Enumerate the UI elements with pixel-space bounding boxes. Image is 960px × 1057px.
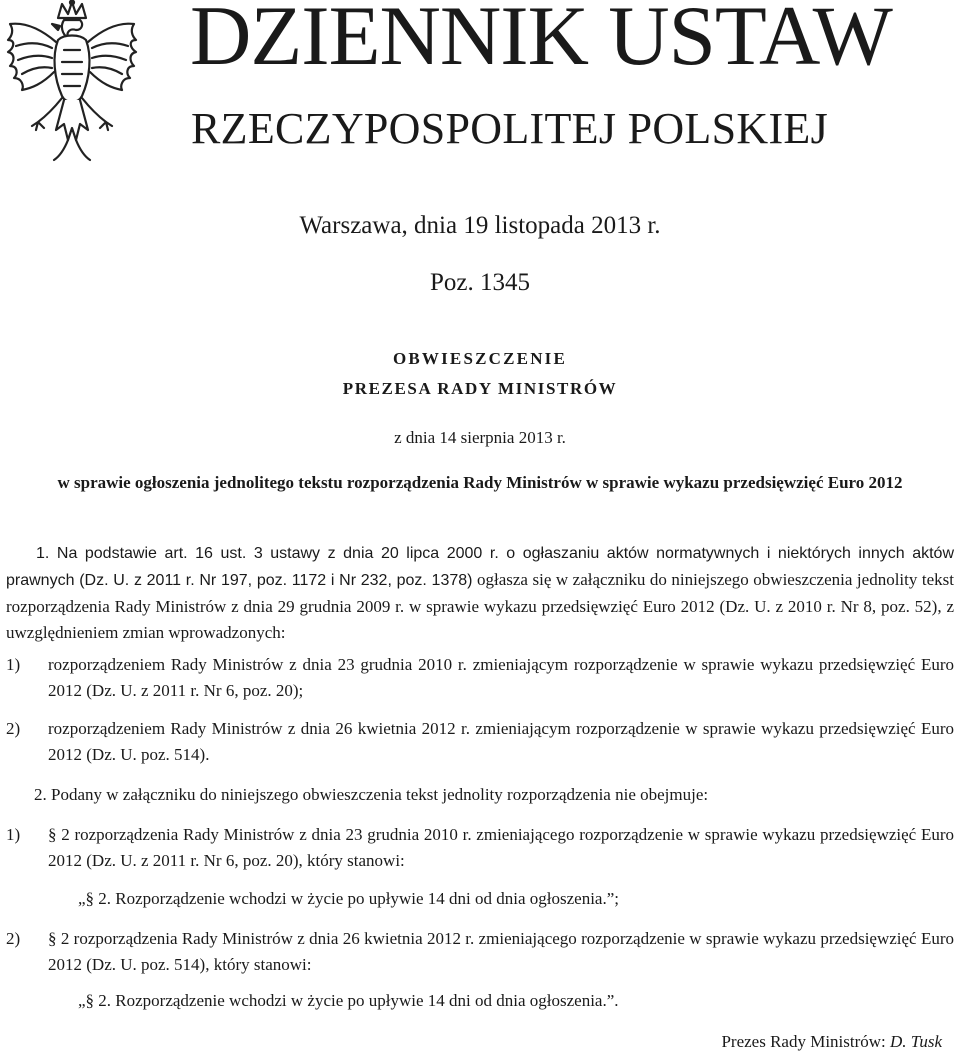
polish-eagle-emblem [2,0,142,162]
signature [721,1032,942,1052]
list-item [6,822,954,874]
list-item [6,652,954,704]
signature-name: D. Tusk [890,1032,942,1051]
list-item-text: § 2 rozporządzenia Rady Ministrów z dnia 26 kwietnia 2012 r. zmieniającego rozporządzenie w sprawie wykazu przedsięwzięć Euro 2012 (Dz. U. poz. 514), który stanowi: [48,929,954,974]
quoted-provision: „§ 2. Rozporządzenie wchodzi w życie po upływie 14 dni od dnia ogłoszenia.”; [78,889,619,908]
position-number: Poz. 1345 [430,269,530,296]
masthead-subtitle: RZECZYPOSPOLITEJ POLSKIEJ [191,104,828,153]
paragraph-1-legal-basis: 1. Na podstawie art. 16 ust. 3 ustawy z dnia 20 lipca 2000 r. o ogłaszaniu aktów normatywnych i niektórych innych aktów prawnych (Dz. U. z 2011 r. Nr 197, poz. 1172 i Nr 232, poz. 1378) [6,545,954,589]
list-item [6,716,954,768]
paragraph-1 [6,540,954,646]
quoted-provision: „§ 2. Rozporządzenie wchodzi w życie po upływie 14 dni od dnia ogłoszenia.”. [78,991,619,1010]
act-date: z dnia 14 sierpnia 2013 r. [394,428,566,447]
issuer-heading: PREZESA RADY MINISTRÓW [342,379,618,398]
list-item-number: 1) [6,825,21,844]
signature-role: Prezes Rady Ministrów: [721,1032,891,1051]
list-item-number: 1) [6,655,21,674]
list-item-text: rozporządzeniem Rady Ministrów z dnia 23 grudnia 2010 r. zmieniającym rozporządzenie w sprawie wykazu przedsięwzięć Euro 2012 (Dz. U. z 2011 r. Nr 6, poz. 20); [48,655,954,700]
act-subject: w sprawie ogłoszenia jednolitego tekstu rozporządzenia Rady Ministrów w sprawie wykazu przedsięwzięć Euro 2012 [57,473,903,492]
list-item-text: § 2 rozporządzenia Rady Ministrów z dnia 23 grudnia 2010 r. zmieniającego rozporządzenie w sprawie wykazu przedsięwzięć Euro 2012 (Dz. U. z 2011 r. Nr 6, poz. 20), który stanowi: [48,825,954,870]
paragraph-2: 2. Podany w załączniku do niniejszego obwieszczenia tekst jednolity rozporządzenia nie obejmuje: [34,785,709,804]
list-item-number: 2) [6,929,21,948]
masthead-title: DZIENNIK USTAW [190,0,892,83]
paragraph-1-text: ogłasza się w załączniku do niniejszego obwieszczenia jednolity tekst rozporządzenia Rady Ministrów z dnia 29 grudnia 2009 r. w sprawie wykazu przedsięwzięć Euro 2012 (Dz. U. z 2010 r. Nr 8, poz. 52), z uwzględnieniem zmian wprowadzonych: [6,570,954,642]
list-item-number: 2) [6,719,21,738]
list-item-text: rozporządzeniem Rady Ministrów z dnia 26 kwietnia 2012 r. zmieniającym rozporządzenie w sprawie wykazu przedsięwzięć Euro 2012 (Dz. U. poz. 514). [48,719,954,764]
document-type-heading: OBWIESZCZENIE [392,349,568,368]
list-item [6,926,954,978]
issue-date: Warszawa, dnia 19 listopada 2013 r. [299,212,661,239]
